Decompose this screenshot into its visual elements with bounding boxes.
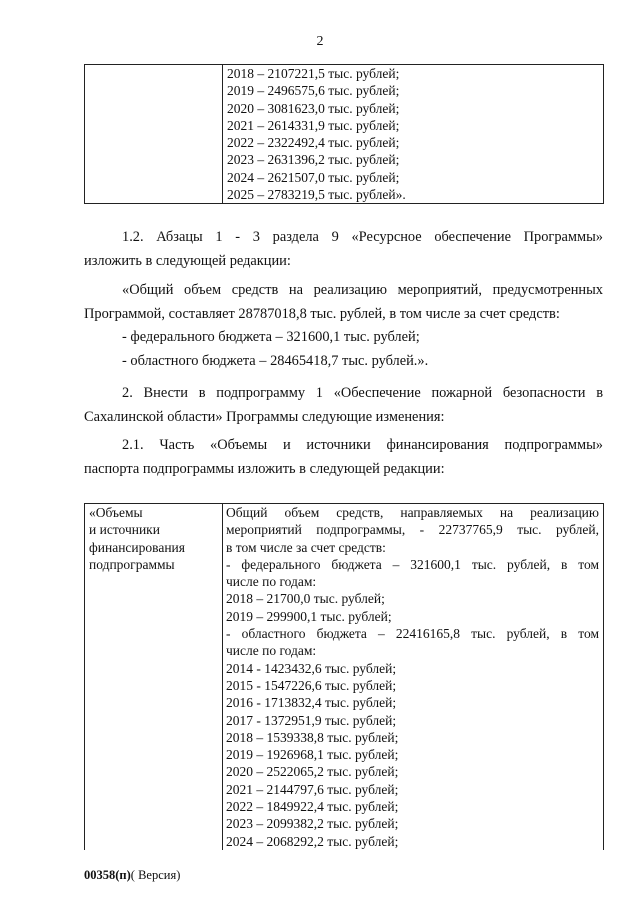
paragraph-line: Программой, составляет 28787018,8 тыс. рублей, в том числе за счет средств: <box>84 305 560 322</box>
paragraph-line: - областного бюджета – 28465418,7 тыс. рублей.». <box>122 352 429 369</box>
year-line: 2018 – 2107221,5 тыс. рублей; <box>227 66 400 81</box>
paragraph-line: изложить в следующей редакции: <box>84 252 291 269</box>
detail-line: 2014 - 1423432,6 тыс. рублей; <box>226 660 397 676</box>
detail-line: мероприятий подпрограммы, - 22737765,9 тыс. рублей, <box>226 522 599 538</box>
section-1-2-paragraph <box>84 230 603 277</box>
detail-line: 2021 – 2144797,6 тыс. рублей; <box>226 781 399 797</box>
detail-line: 2019 – 1926968,1 тыс. рублей; <box>226 747 399 763</box>
detail-line: Общий объем средств, направляемых на реализацию <box>226 505 599 520</box>
year-line: 2023 – 2631396,2 тыс. рублей; <box>227 152 400 168</box>
section-2-paragraph <box>84 386 603 433</box>
heading-line: подпрограммы <box>89 556 175 572</box>
detail-line: 2016 - 1713832,4 тыс. рублей; <box>226 695 397 711</box>
paragraph-line: 2.1. Часть «Объемы и источники финансирования подпрограммы» <box>122 437 603 453</box>
detail-line: - федерального бюджета – 321600,1 тыс. рублей, в том <box>226 556 599 572</box>
table-cell-empty <box>85 65 223 204</box>
detail-line: 2018 – 21700,0 тыс. рублей; <box>226 591 385 607</box>
detail-line: 2019 – 299900,1 тыс. рублей; <box>226 608 392 624</box>
year-line: 2024 – 2621507,0 тыс. рублей; <box>227 169 400 185</box>
funding-table-continuation <box>84 64 604 204</box>
table-row <box>85 65 604 204</box>
detail-line: в том числе за счет средств: <box>226 539 386 555</box>
detail-line: 2017 - 1372951,9 тыс. рублей; <box>226 712 397 728</box>
quote-paragraph <box>84 283 603 377</box>
paragraph-line: 2. Внести в подпрограмму 1 «Обеспечение пожарной безопасности в <box>122 385 603 401</box>
paragraph-line: «Общий объем средств на реализацию мероприятий, предусмотренных <box>122 282 603 298</box>
year-line: 2025 – 2783219,5 тыс. рублей». <box>227 187 406 203</box>
document-footer <box>84 868 180 883</box>
detail-line: 2018 – 1539338,8 тыс. рублей; <box>226 729 399 745</box>
document-code: 00358(п) <box>84 868 131 882</box>
detail-line: 2020 – 2522065,2 тыс. рублей; <box>226 764 399 780</box>
year-line: 2022 – 2322492,4 тыс. рублей; <box>227 135 400 151</box>
paragraph-line: 1.2. Абзацы 1 - 3 раздела 9 «Ресурсное обеспечение Программы» <box>122 229 603 245</box>
table-cell-years <box>223 65 604 204</box>
heading-line: финансирования <box>89 539 185 555</box>
table-cell-funding-details <box>223 504 604 850</box>
year-line: 2019 – 2496575,6 тыс. рублей; <box>227 83 400 99</box>
detail-line: 2024 – 2068292,2 тыс. рублей; <box>226 833 399 849</box>
year-line: 2020 – 3081623,0 тыс. рублей; <box>227 100 400 116</box>
page-number: 2 <box>316 34 324 49</box>
subprogram-funding-table <box>84 503 604 850</box>
document-version: ( Версия) <box>130 868 181 882</box>
detail-line: 2022 – 1849922,4 тыс. рублей; <box>226 799 399 815</box>
detail-line: числе по годам: <box>226 574 317 590</box>
table-cell-heading <box>85 504 223 850</box>
section-2-1-paragraph <box>84 438 603 485</box>
heading-line: «Объемы <box>89 505 143 520</box>
paragraph-line: - федерального бюджета – 321600,1 тыс. рублей; <box>122 329 420 345</box>
detail-line: 2015 - 1547226,6 тыс. рублей; <box>226 677 397 693</box>
paragraph-line: Сахалинской области» Программы следующие изменения: <box>84 408 445 425</box>
detail-line: - областного бюджета – 22416165,8 тыс. рублей, в том <box>226 626 599 642</box>
year-line: 2021 – 2614331,9 тыс. рублей; <box>227 117 400 133</box>
table-row <box>85 504 604 850</box>
detail-line: числе по годам: <box>226 643 317 659</box>
heading-line: и источники <box>89 522 160 538</box>
paragraph-line: паспорта подпрограммы изложить в следующей редакции: <box>84 460 445 477</box>
detail-line: 2023 – 2099382,2 тыс. рублей; <box>226 816 399 832</box>
